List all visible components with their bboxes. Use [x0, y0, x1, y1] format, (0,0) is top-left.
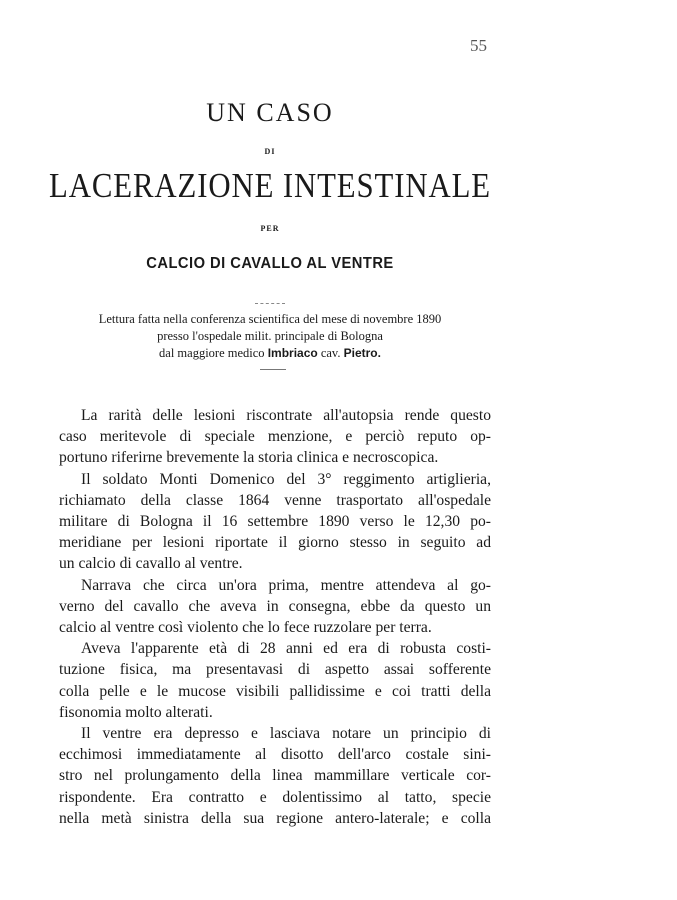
- body-line: militare di Bologna il 16 settembre 1890 verso le 12,30 po-: [59, 513, 491, 531]
- title-di: DI: [264, 147, 276, 156]
- body-line: stro nel prolungamento della linea mammillare verticale cor-: [59, 767, 491, 785]
- body-line: verno del cavallo che aveva in consegna, ebbe da questo un: [59, 597, 491, 615]
- body-line: Il ventre era depresso e lasciava notare un principio di: [81, 725, 491, 743]
- body-line: nella metà sinistra della sua regione antero-laterale; e colla: [59, 809, 491, 827]
- title-calcio-di-cavallo: CALCIO DI CAVALLO AL VENTRE: [146, 255, 394, 272]
- page-number: 55: [470, 36, 487, 55]
- body-line: calcio al ventre così violento che lo fece ruzzolare per terra.: [59, 619, 432, 637]
- body-line: colla pelle e le mucose visibili pallidissime e coi tratti della: [59, 682, 491, 700]
- body-line: portuno riferirne brevemente la storia clinica e necroscopica.: [59, 449, 439, 467]
- body-line: Aveva l'apparente età di 28 anni ed era di robusta costi-: [81, 640, 491, 658]
- title-un-caso: UN CASO: [206, 98, 334, 127]
- subtitle-line-2: presso l'ospedale milit. principale di Bologna: [157, 329, 383, 343]
- subtitle-line-3: [0, 345, 540, 362]
- author-name: Pietro.: [343, 346, 381, 360]
- body-line: Narrava che circa un'ora prima, mentre attendeva al go-: [81, 576, 491, 594]
- title-lacerazione-intestinale: LACERAZIONE INTESTINALE: [49, 166, 491, 205]
- body-line: fisonomia molto alterati.: [59, 703, 213, 721]
- body-line: richiamato della classe 1864 venne trasportato all'ospedale: [59, 491, 491, 509]
- body-line: La rarità delle lesioni riscontrate all'autopsia rende questo: [81, 407, 491, 424]
- divider-top: [255, 303, 285, 304]
- body-line: ecchimosi immediatamente al disotto dell'arco costale sini-: [59, 746, 491, 764]
- subtitle-line-1: Lettura fatta nella conferenza scientifica del mese di novembre 1890: [98, 312, 442, 326]
- subtitle-cav: cav.: [320, 346, 341, 360]
- body-line: un calcio di cavallo al ventre.: [59, 555, 243, 573]
- divider-bottom: [260, 369, 286, 370]
- subtitle-prefix: dal maggiore medico: [159, 346, 265, 360]
- title-per: PER: [260, 224, 280, 233]
- author-surname: Imbriaco: [267, 346, 318, 360]
- body-text: [59, 405, 491, 829]
- body-line: rispondente. Era contratto e dolentissimo al tatto, specie: [59, 788, 491, 806]
- body-line: tuzione fisica, ma presentavasi di aspetto assai sofferente: [59, 661, 491, 679]
- body-line: meridiane per lesioni riportate il giorno stesso in seguito ad: [59, 534, 491, 552]
- body-line: Il soldato Monti Domenico del 3° reggimento artiglieria,: [81, 470, 491, 488]
- body-line: caso meritevole di speciale menzione, e perciò reputo op-: [59, 428, 491, 446]
